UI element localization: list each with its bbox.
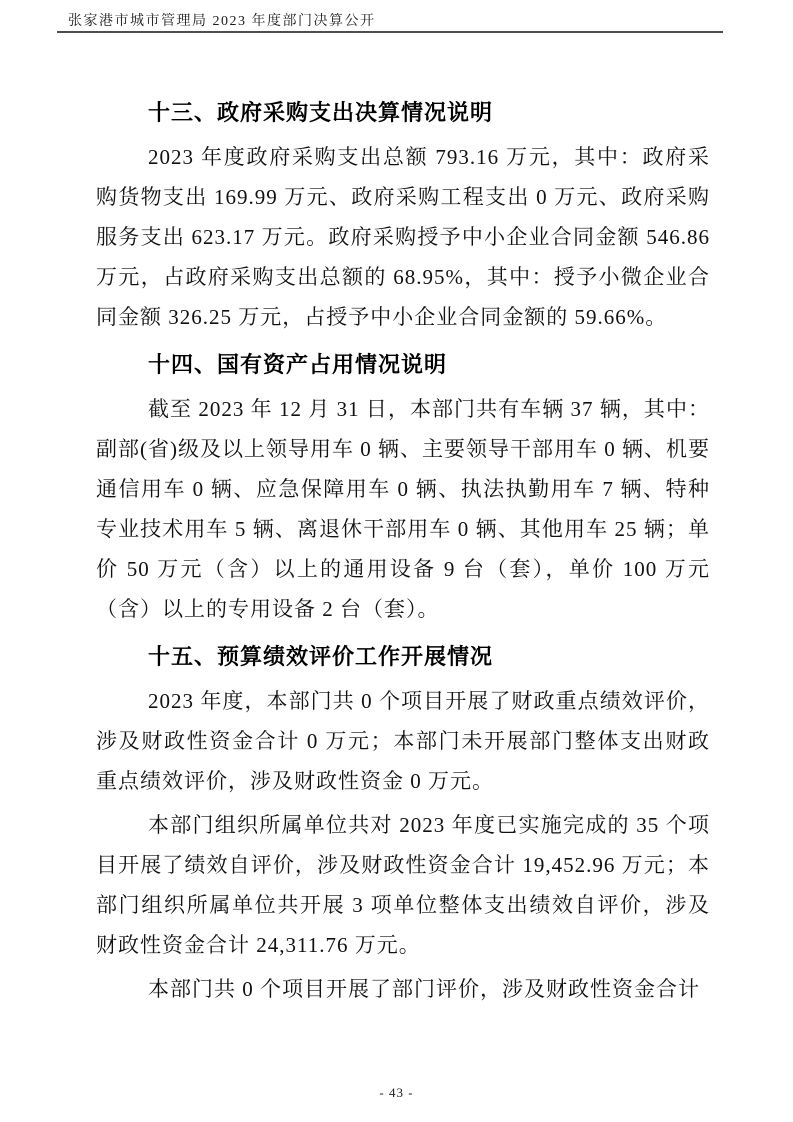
page-number: - 43 -: [379, 1085, 414, 1100]
section-heading-13: 十三、政府采购支出决算情况说明: [148, 100, 494, 125]
section-15-paragraph-3: 本部门共 0 个项目开展了部门评价，涉及财政性资金合计: [148, 977, 700, 1001]
page-footer: [0, 1085, 793, 1101]
document-header-title: 张家港市城市管理局 2023 年度部门决算公开: [68, 14, 376, 29]
section-heading-15: 十五、预算绩效评价工作开展情况: [148, 644, 494, 669]
section-15-paragraph-1: 2023 年度，本部门共 0 个项目开展了财政重点绩效评价，涉及财政性资金合计 0 万元；本部门未开展部门整体支出财政重点绩效评价，涉及财政性资金 0 万元。: [96, 689, 710, 793]
section-15-paragraph-2: 本部门组织所属单位共对 2023 年度已实施完成的 35 个项目开展了绩效自评价，涉及财政性资金合计 19,452.96 万元；本部门组织所属单位共开展 3 项单位整体支出绩效自评价，涉及财政性资金合计 24,311.76 万元。: [96, 813, 710, 957]
section-13-paragraph: 2023 年度政府采购支出总额 793.16 万元，其中：政府采购货物支出 169.99 万元、政府采购工程支出 0 万元、政府采购服务支出 623.17 万元。政府采购授予中小企业合同金额 546.86 万元，占政府采购支出总额的 68.95%，其中：授予小微企业合同金额 326.25 万元，占授予中小企业合同金额的 59.66%。: [96, 145, 710, 329]
section-14-paragraph: 截至 2023 年 12 月 31 日，本部门共有车辆 37 辆，其中：副部(省)级及以上领导用车 0 辆、主要领导干部用车 0 辆、机要通信用车 0 辆、应急保障用车 0 辆、执法执勤用车 7 辆、特种专业技术用车 5 辆、离退休干部用车 0 辆、其他用车 25 辆；单价 50 万元（含）以上的通用设备 9 台（套），单价 100 万元（含）以上的专用设备 2 台（套）。: [96, 397, 710, 621]
header-rule: [57, 31, 723, 33]
document-body: [96, 85, 710, 1009]
section-heading-14: 十四、国有资产占用情况说明: [148, 352, 448, 377]
